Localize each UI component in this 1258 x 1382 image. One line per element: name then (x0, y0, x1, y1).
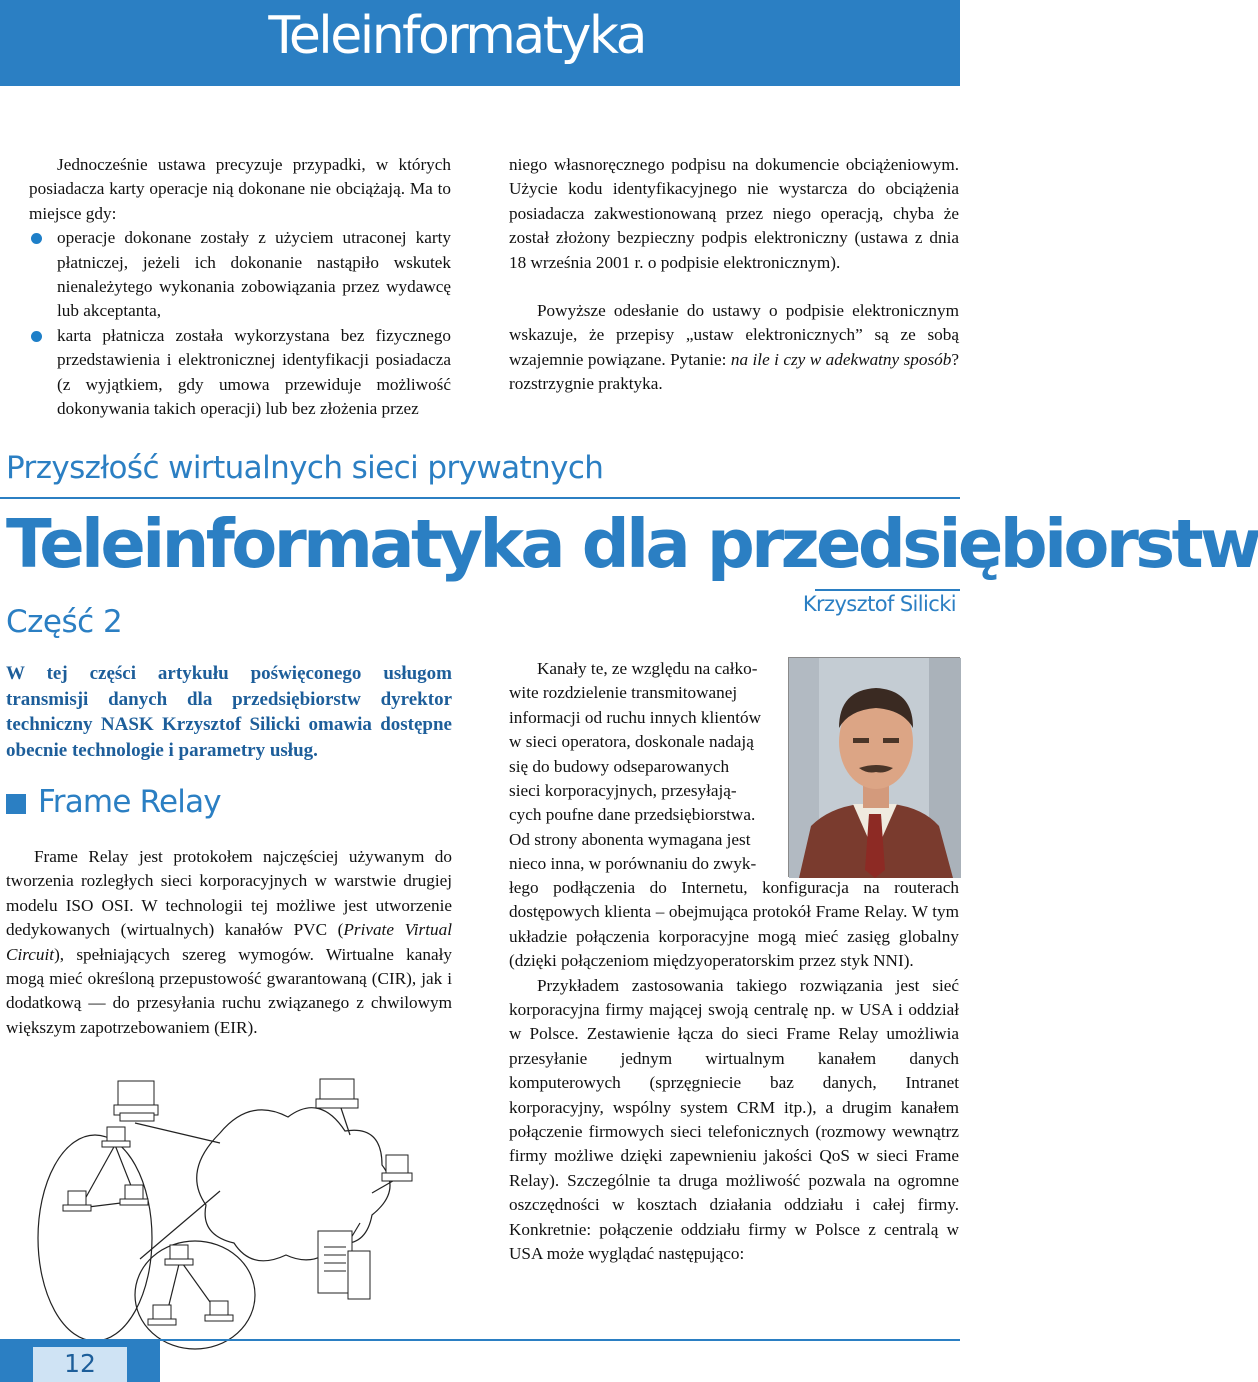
list-item (29, 226, 451, 324)
text: ? rozstrzygnie praktyka. (509, 349, 959, 394)
text-line: wite rozdzielenie transmitowanej (509, 683, 738, 703)
list-item-text: operacje dokonane zostały z użyciem utraconej karty płatniczej, jeżeli ich dokonanie nastąpiło wskutek nienależytego wykonania zobowiązania przez wydawcę lub akceptanta, (57, 228, 451, 321)
list-item-text: karta płatnicza została wykorzystana bez fizycznego przedstawienia i elektronicznej identyfikacji posiadacza (z wyjątkiem, gdy umowa przewiduje możliwość dokonywania takich operacji) lub bez złożenia przez (57, 325, 451, 419)
emphasis: Private Virtual Circuit (6, 920, 452, 964)
text-line: się do budowy odseparowanych (509, 756, 730, 776)
text-line: informacji od ruchu innych klientów (509, 707, 762, 727)
bullet-icon (31, 233, 42, 244)
bullet-icon (31, 331, 42, 342)
text: ), spełniających szereg wymogów. Wirtualne kanały mogą mieć określoną przepustowość gwarantowaną (CIR), jak i dodatkową — do przesyłania ruchu związanego z chwilowym większym zapotrzebowaniem (EIR). (6, 944, 452, 1037)
text: Powyższe odesłanie do ustawy o podpisie elektronicznym wskazuje, że przepisy „ustaw elektronicznych” są ze sobą wzajemnie powiązane. Pytanie: (509, 301, 959, 369)
paragraph: Przykładem zastosowania takiego rozwiązania jest sieć korporacyjna firmy mającej swoją centralę np. w USA i oddział w Polsce. Zestawienie łącza do sieci Frame Relay umożliwia przesyłanie jednym wirtualnym kanałem danych komputerowych (sprzęgniecie baz danych, Intranet korporacyjny, wspólny system CRM itp.), a drugim kanałem połączenie firmowych sieci telefonicznych (rozmowy wewnątrz firmy możliwe dzięki zapewnieniu jakości QoS w sieci Frame Relay). Szczególnie ta druga możliwość pozwala na ogromne oszczędności w kosztach działania oddziału i całej firmy. Konkretnie: połączenie oddziału firmy w Polsce z centralą w USA może wyglądać następująco: (509, 975, 959, 1264)
article-part: Część 2 (6, 604, 123, 640)
article-title: Teleinformatyka dla przedsiębiorstw (6, 505, 1258, 583)
intro-paragraph: Jednocześnie ustawa precyzuje przypadki, w których posiadacza karty operacje nią dokonane nie obciążają. Ma to miejsce gdy: (29, 155, 451, 223)
text-line: Od strony abonenta wymagana jest (509, 829, 751, 849)
page-number-box (0, 1341, 160, 1382)
section-title: Frame Relay (38, 784, 221, 820)
paragraph: łego podłączenia do Internetu, konfiguracja na routerach dostępowych klienta – obejmująca protokół Frame Relay. W tym układzie połączenia korporacyjne mogą mieć zasięg globalny (dzięki połączeniom międzyoperatorskim przez styk NNI). (509, 878, 959, 971)
article-lead: W tej części artykułu poświęconego usługom transmisji danych dla przedsiębiorstw dyrektor techniczny NASK Krzysztof Silicki omawia dostępne obecnie technologie i parametry usług. (6, 663, 452, 761)
author-photo (788, 657, 960, 877)
text-line: w sieci operatora, doskonale nadają (509, 732, 754, 752)
article-kicker: Przyszłość wirtualnych sieci prywatnych (6, 450, 604, 486)
paragraph (509, 299, 959, 397)
text: Frame Relay jest protokołem najczęściej używanym do tworzenia rozległych sieci korporacyjnych w warstwie drugiej modelu ISO OSI. W technologii tej możliwe jest utworzenie dedykowanych (wirtualnych) kanałów PVC ( (6, 847, 452, 940)
header-title: Teleinformatyka (268, 6, 645, 66)
section-square-icon (6, 794, 26, 814)
text-line: nieco inna, w porównaniu do zwyk- (509, 854, 757, 874)
divider (815, 589, 960, 591)
top-right-column (509, 153, 959, 397)
article-author: Krzysztof Silicki (802, 592, 956, 616)
text-line: Kanały te, ze względu na całko- (537, 659, 758, 678)
network-diagram (20, 1073, 460, 1373)
article-right-column (509, 876, 959, 1267)
top-left-column (29, 153, 451, 421)
article-right-wrapped-lines (509, 657, 781, 877)
paragraph (6, 845, 452, 1040)
page-number: 12 (64, 1349, 96, 1378)
text-line: sieci korporacyjnych, przesyłają- (509, 781, 737, 801)
paragraph: niego własnoręcznego podpisu na dokumencie obciążeniowym. Użycie kodu identyfikacyjnego nie wystarcza do obciążenia posiadacza zakwestionowaną przez niego operacją, chyba że został złożony bezpieczny podpis elektroniczny (ustawa z dnia 18 września 2001 r. o podpisie elektronicznym). (509, 155, 959, 272)
page-number-panel (33, 1347, 127, 1382)
text-line: cych poufne dane przedsiębiorstwa. (509, 805, 756, 825)
header-banner (0, 0, 960, 86)
article-left-column (6, 845, 452, 1040)
divider (0, 497, 960, 499)
emphasis: na ile i czy w adekwatny sposób (730, 349, 952, 369)
list-item (29, 324, 451, 422)
